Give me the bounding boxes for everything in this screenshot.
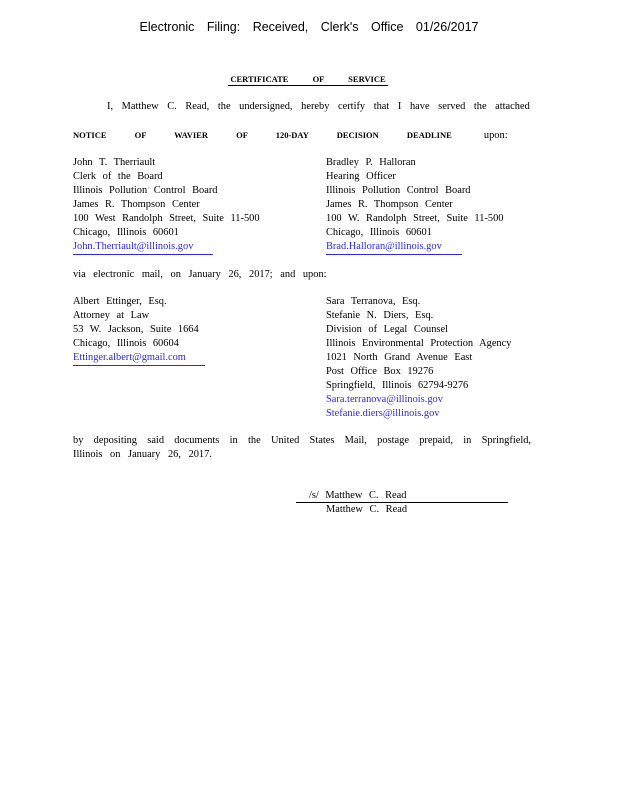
address-line: Albert Ettinger, Esq. <box>73 296 167 307</box>
address-line: Post Office Box 19276 <box>326 366 434 377</box>
signer-name: Matthew C. Read <box>326 504 408 515</box>
address-line: 53 W. Jackson, Suite 1664 <box>73 324 199 335</box>
address-line: Chicago, Illinois 60601 <box>326 227 432 238</box>
recipient-block-ettinger <box>73 295 205 366</box>
address-line: Illinois Pollution Control Board <box>73 185 218 196</box>
address-line: Hearing Officer <box>326 171 396 182</box>
address-line: 100 W. Randolph Street, Suite 11-500 <box>326 213 504 224</box>
email-link[interactable]: Brad.Halloran@illinois.gov <box>326 240 462 255</box>
closing-paragraph: by depositing said documents in the United States Mail, postage prepaid, in Springfield, Illinois on January 26, 2017. <box>73 435 531 460</box>
address-line: Chicago, Illinois 60604 <box>73 338 179 349</box>
address-line: James R. Thompson Center <box>73 199 200 210</box>
email-link[interactable]: John.Therriault@illinois.gov <box>73 240 213 255</box>
signature: /s/ Matthew C. Read <box>309 490 407 501</box>
address-line: Sara Terranova, Esq. <box>326 296 421 307</box>
address-line: Chicago, Illinois 60601 <box>73 227 179 238</box>
address-line: John T. Therriault <box>73 157 156 168</box>
address-line: Illinois Pollution Control Board <box>326 185 471 196</box>
address-line: Division of Legal Counsel <box>326 324 448 335</box>
recipient-block-iepa <box>326 295 511 421</box>
email-link[interactable]: Stefanie.diers@illinois.gov <box>326 408 440 419</box>
address-line: Springfield, Illinois 62794-9276 <box>326 380 469 391</box>
filing-stamp: Electronic Filing: Received, Clerk's Office 01/26/2017 <box>139 20 479 34</box>
email-link[interactable]: Sara.terranova@illinois.gov <box>326 394 443 405</box>
address-line: Stefanie N. Diers, Esq. <box>326 310 434 321</box>
address-line: Illinois Environmental Protection Agency <box>326 338 512 349</box>
upon-text: upon: <box>483 130 508 141</box>
address-line: Bradley P. Halloran <box>326 157 416 168</box>
recipient-block-therriault <box>73 156 260 255</box>
address-line: 100 West Randolph Street, Suite 11-500 <box>73 213 260 224</box>
via-text: via electronic mail, on January 26, 2017; and upon: <box>73 269 327 280</box>
address-line: Clerk of the Board <box>73 171 163 182</box>
address-line: Attorney at Law <box>73 310 150 321</box>
intro-text: I, Matthew C. Read, the undersigned, hereby certify that I have served the attached <box>107 101 530 112</box>
recipient-block-halloran <box>326 156 504 255</box>
address-line: 1021 North Grand Avenue East <box>326 352 473 363</box>
certificate-title: CERTIFICATE OF SERVICE <box>228 74 388 86</box>
document-name: NOTICE OF WAVIER OF 120-DAY DECISION DEADLINE <box>73 130 452 140</box>
document-line <box>73 128 508 143</box>
address-line: James R. Thompson Center <box>326 199 453 210</box>
email-link[interactable]: Ettinger.albert@gmail.com <box>73 351 205 366</box>
